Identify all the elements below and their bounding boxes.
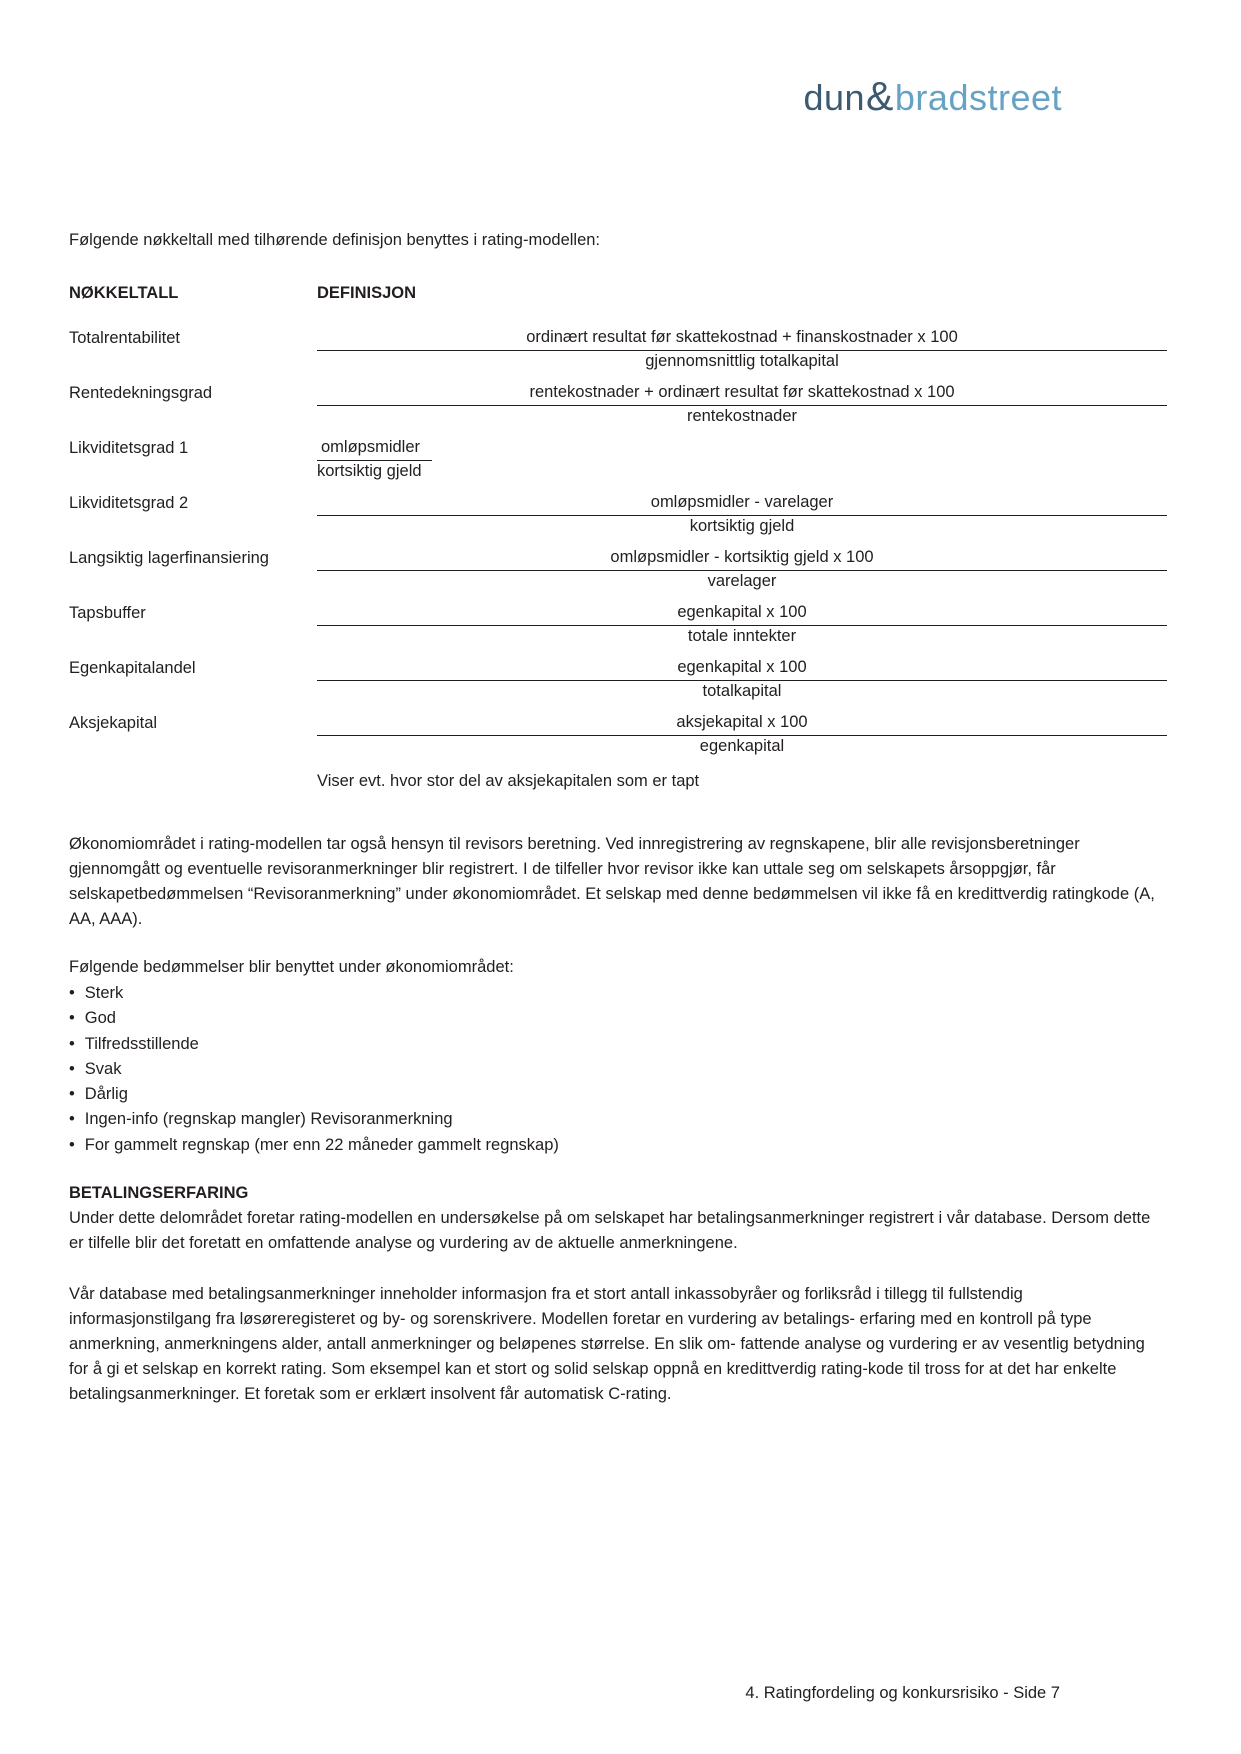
table-row — [69, 493, 1167, 536]
fraction-numerator: omløpsmidler - kortsiktig gjeld x 100 — [317, 548, 1167, 571]
ratio-label: Egenkapitalandel — [69, 659, 196, 677]
list-item: • Svak — [69, 1057, 1167, 1082]
fraction-numerator: aksjekapital x 100 — [317, 713, 1167, 736]
fraction-numerator: egenkapital x 100 — [317, 603, 1167, 626]
fraction-denominator: rentekostnader — [686, 406, 798, 425]
ratio-fraction — [317, 603, 1167, 646]
payment-paragraph-2: Vår database med betalingsanmerkninger inneholder informasjon fra et stort antall inkassobyråer og forliksråd i tillegg til fullstendig informasjonstilgang fra løsøreregisteret og by- og sorenskrivere. Modellen foretar en vurdering av betalings- erfaring med en kontroll på type anmerkning, anmerkningens alder, antall anmerkninger og beløpenes størrelse. En slik om- fattende analyse og vurdering er av vesentlig betydning for å gi et selskap en korrekt rating. Som eksempel kan et stort og solid selskap oppnå en kredittverdig rating-kode til tross for at det har enkelte betalingsanmerkninger. Et foretak som er erklært insolvent får automatisk C-rating. — [69, 1285, 1145, 1404]
list-item: • For gammelt regnskap (mer enn 22 måneder gammelt regnskap) — [69, 1133, 1167, 1158]
list-item: • Dårlig — [69, 1082, 1167, 1107]
table-row — [69, 603, 1167, 646]
economy-paragraph: Økonomiområdet i rating-modellen tar også hensyn til revisors beretning. Ved innregistrering av regnskapene, blir alle revisjonsberetninger gjennomgått og eventuelle revisoranmerkninger blir registrert. I de tilfeller hvor revisor ikke kan uttale seg om selskapets årsoppgjør, får selskapetbedømmelsen “Revisoranmerkning” under økonomiområdet. Et selskap med denne bedømmelsen vil ikke få en kredittverdig ratingkode (A, AA, AAA). — [69, 835, 1155, 928]
fraction-numerator: omløpsmidler — [317, 438, 432, 461]
ratio-label: Aksjekapital — [69, 714, 158, 732]
fraction-numerator: ordinært resultat før skattekostnad + finanskostnader x 100 — [317, 328, 1167, 351]
ratio-label: Totalrentabilitet — [69, 329, 180, 347]
column-header-nokkeltall: NØKKELTALL — [69, 284, 179, 302]
list-item: • Ingen-info (regnskap mangler) Revisoranmerkning — [69, 1107, 1167, 1132]
ratio-fraction — [317, 658, 1167, 701]
fraction-denominator: gjennomsnittlig totalkapital — [645, 351, 839, 370]
page-footer: 4. Ratingfordeling og konkursrisiko - Side 7 — [745, 1684, 1060, 1702]
fraction-denominator: totalkapital — [702, 681, 782, 700]
table-row — [69, 438, 1167, 481]
list-item: • Tilfredsstillende — [69, 1032, 1167, 1057]
table-row — [69, 383, 1167, 426]
ratio-fraction — [317, 493, 1167, 536]
ratio-fraction — [317, 438, 1167, 481]
ratio-label: Tapsbuffer — [69, 604, 146, 622]
ratio-fraction — [317, 383, 1167, 426]
intro-text: Følgende nøkkeltall med tilhørende definisjon benyttes i rating-modellen: — [69, 231, 601, 249]
ratio-label: Likviditetsgrad 2 — [69, 494, 189, 512]
payment-paragraph-1: Under dette delområdet foretar rating-modellen en undersøkelse på om selskapet har betalingsanmerkninger registrert i vår database. Dersom dette er tilfelle blir det foretatt en omfattende analyse og vurdering av de aktuelle anmerkningene. — [69, 1209, 1151, 1253]
table-row — [69, 328, 1167, 371]
fraction-numerator: egenkapital x 100 — [317, 658, 1167, 681]
ratio-fraction — [317, 713, 1167, 756]
list-item: • Sterk — [69, 981, 1167, 1006]
logo-dun-text: dun — [803, 77, 866, 118]
fraction-denominator: varelager — [707, 571, 777, 590]
ratio-label: Langsiktig lagerfinansiering — [69, 549, 269, 567]
fraction-numerator: omløpsmidler - varelager — [317, 493, 1167, 516]
document-body — [69, 0, 1167, 1407]
fraction-numerator: rentekostnader + ordinært resultat før skattekostnad x 100 — [317, 383, 1167, 406]
ratio-label: Rentedekningsgrad — [69, 384, 213, 402]
column-header-definisjon: DEFINISJON — [317, 284, 417, 302]
aksjekapital-note: Viser evt. hvor stor del av aksjekapitalen som er tapt — [317, 772, 700, 790]
table-row — [69, 548, 1167, 591]
ratio-fraction — [317, 548, 1167, 591]
logo-bradstreet-text: bradstreet — [894, 77, 1062, 118]
fraction-denominator: kortsiktig gjeld — [317, 461, 422, 480]
fraction-denominator: kortsiktig gjeld — [689, 516, 795, 535]
ratio-label: Likviditetsgrad 1 — [69, 439, 189, 457]
table-row — [69, 658, 1167, 701]
ratios-table-header — [69, 281, 1167, 306]
ratio-fraction — [317, 328, 1167, 371]
assessments-list — [69, 981, 1167, 1158]
logo-ampersand-icon: & — [866, 73, 894, 119]
fraction-denominator: egenkapital — [699, 736, 785, 755]
payment-section-title: BETALINGSERFARING — [69, 1184, 249, 1203]
fraction-denominator: totale inntekter — [687, 626, 797, 645]
list-item: • God — [69, 1006, 1167, 1031]
table-row — [69, 713, 1167, 756]
assessments-title: Følgende bedømmelser blir benyttet under økonomiområdet: — [69, 958, 514, 976]
